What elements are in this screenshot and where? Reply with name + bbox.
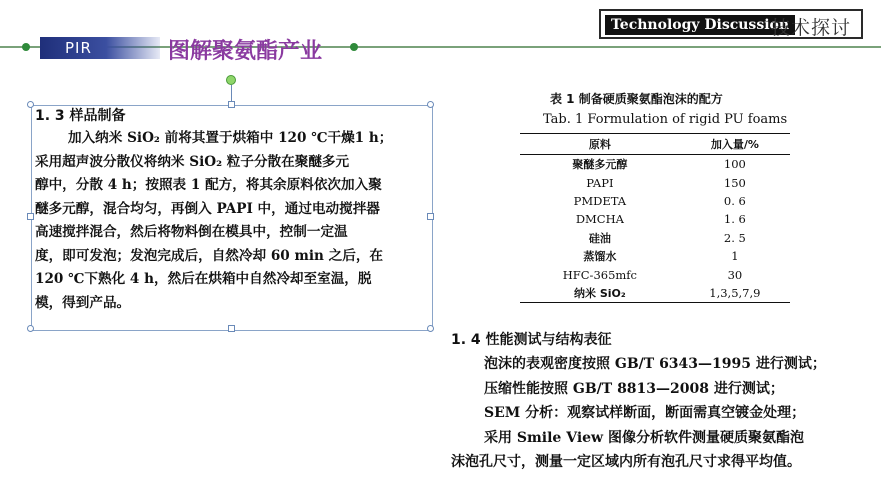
cell-material: 蒸馏水 [583, 250, 617, 264]
rule-dot-right [350, 43, 358, 51]
cell-material: 纳米 SiO₂ [520, 284, 680, 303]
rotate-handle[interactable] [226, 75, 236, 85]
para-line: 醇中，分散 4 h；按照表 1 配方，将其余原料依次加入聚 [35, 177, 382, 193]
table-header-row [520, 134, 790, 155]
para-line: 采用 Smile View 图像分析软件测量硬质聚氨酯泡 [484, 429, 804, 446]
paragraph-sample-prep [35, 127, 429, 315]
resize-handle-bottom-right[interactable] [427, 325, 434, 332]
table-row [520, 247, 790, 265]
table-row [520, 155, 790, 174]
formulation-table [520, 133, 790, 303]
cell-amount: 2. 5 [723, 230, 746, 245]
para-line: 模，得到产品。 [35, 294, 131, 311]
para-line: 压缩性能按照 GB/T 8813—2008 进行测试； [484, 380, 784, 397]
para-line: 120 ℃下熟化 4 h，然后在烘箱中自然冷却至室温，脱 [35, 271, 372, 287]
col-header-amount: 加入量/% [680, 134, 790, 155]
table-caption-en: Tab. 1 Formulation of rigid PU foams [543, 112, 788, 127]
para-line: 度，即可发泡；发泡完成后，自然冷却 60 min 之后，在 [35, 247, 384, 264]
para-line: 泡沫的表观密度按照 GB/T 6343—1995 进行测试； [484, 356, 826, 372]
paragraph-testing [451, 352, 851, 475]
table-row [520, 192, 790, 210]
cell-amount: 1. 6 [723, 212, 746, 227]
page-title: 图解聚氨酯产业 [168, 39, 323, 64]
table-row [520, 265, 790, 283]
section-tag [599, 9, 863, 39]
para-line: 醚多元醇，混合均匀，再倒入 PAPI 中，通过电动搅拌器 [35, 200, 380, 217]
cell-material: PAPI [586, 175, 614, 190]
col-header-material: 原料 [520, 134, 680, 155]
cell-material: 硅油 [588, 231, 611, 245]
table-row [520, 284, 790, 303]
pir-badge: PIR [40, 37, 160, 59]
rule-dot-left [22, 43, 30, 51]
cell-material: PMDETA [573, 193, 627, 208]
cell-material: DMCHA [575, 212, 624, 227]
cell-material: 聚醚多元醇 [572, 158, 628, 172]
cell-amount: 1 [731, 249, 739, 264]
para-line: 加入纳米 SiO₂ 前将其置于烘箱中 120 ℃干燥1 h； [68, 130, 393, 146]
cell-material: HFC-365mfc [562, 267, 637, 282]
para-line: 高速搅拌混合，然后将物料倒在模具中，控制一定温 [35, 224, 348, 240]
section-tag-cn: 技术探讨 [771, 17, 852, 39]
resize-handle-bottom[interactable] [228, 325, 235, 332]
table-caption-cn: 表 1 制备硬质聚氨酯泡沫的配方 [550, 92, 723, 106]
table-row [520, 210, 790, 228]
resize-handle-top-left[interactable] [27, 101, 34, 108]
section-heading-1-3: 1. 3 样品制备 [35, 108, 126, 124]
section-tag-en: Technology Discussion [605, 15, 795, 35]
cell-amount: 1,3,5,7,9 [680, 284, 790, 303]
resize-handle-bottom-left[interactable] [27, 325, 34, 332]
cell-amount: 0. 6 [723, 193, 746, 208]
table-row [520, 229, 790, 247]
para-line: SEM 分析：观察试样断面，断面需真空镀金处理； [484, 405, 806, 421]
para-line: 沫泡孔尺寸，测量一定区域内所有泡孔尺寸求得平均值。 [451, 454, 801, 470]
para-line: 采用超声波分散仪将纳米 SiO₂ 粒子分散在聚醚多元 [35, 153, 350, 170]
cell-amount: 30 [727, 267, 743, 282]
resize-handle-left[interactable] [27, 213, 34, 220]
text-box-content[interactable] [35, 106, 429, 315]
cell-amount: 100 [723, 157, 746, 172]
cell-amount: 150 [723, 175, 746, 190]
table-row [520, 173, 790, 191]
section-heading-1-4: 1. 4 性能测试与结构表征 [451, 332, 612, 348]
